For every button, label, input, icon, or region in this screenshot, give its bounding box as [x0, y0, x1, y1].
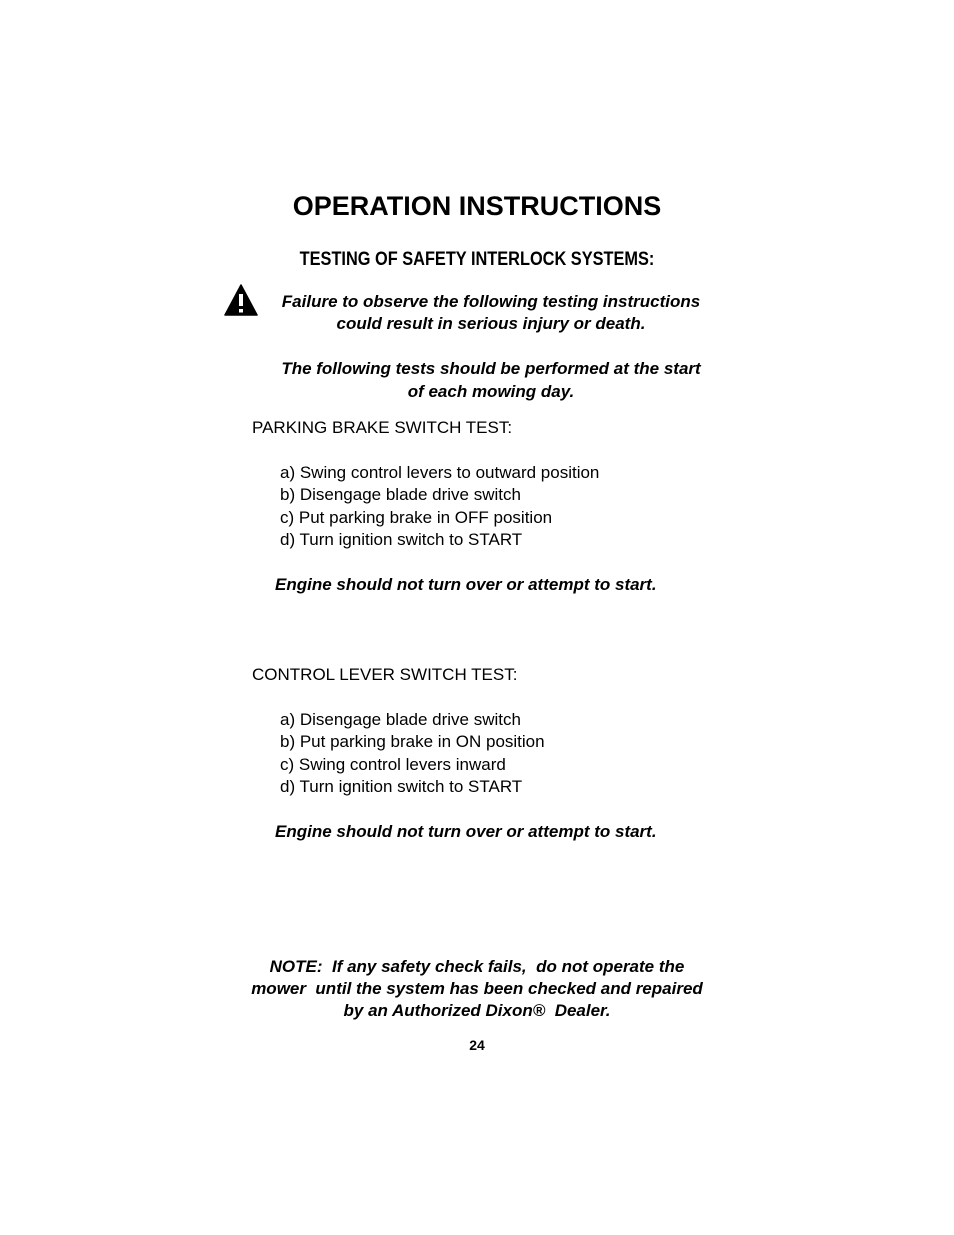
control-lever-test-heading: CONTROL LEVER SWITCH TEST: — [252, 665, 518, 684]
parking-brake-test-heading: PARKING BRAKE SWITCH TEST: — [252, 418, 513, 437]
page-number: 24 — [469, 1037, 485, 1053]
warning-line-2: could result in serious injury or death. — [336, 314, 646, 333]
intro-text — [258, 359, 724, 402]
warning-line-1: Failure to observe the following testing instructions — [281, 292, 701, 311]
list-item: c) Put parking brake in OFF position — [280, 508, 553, 527]
list-item: c) Swing control levers inward — [280, 755, 506, 774]
note-text — [220, 957, 734, 1021]
list-item: a) Swing control levers to outward position — [280, 463, 600, 482]
list-item: d) Turn ignition switch to START — [280, 530, 523, 549]
warning-text — [258, 292, 724, 334]
section-subtitle: TESTING OF SAFETY INTERLOCK SYSTEMS: — [299, 249, 655, 270]
list-item: b) Disengage blade drive switch — [280, 485, 521, 504]
warning-triangle-icon — [224, 284, 258, 316]
list-item: a) Disengage blade drive switch — [280, 710, 521, 729]
note-line-3: by an Authorized Dixon® Dealer. — [343, 1001, 611, 1020]
note-line-1: NOTE: If any safety check fails, do not operate the — [269, 957, 685, 976]
list-item: b) Put parking brake in ON position — [280, 732, 545, 751]
intro-line-2: of each mowing day. — [407, 382, 575, 401]
list-item: d) Turn ignition switch to START — [280, 777, 523, 796]
parking-brake-test-result: Engine should not turn over or attempt to start. — [275, 575, 657, 594]
page-title: OPERATION INSTRUCTIONS — [292, 191, 662, 221]
note-line-2: mower until the system has been checked and repaired — [251, 979, 703, 998]
control-lever-test-result: Engine should not turn over or attempt to start. — [275, 822, 657, 841]
intro-line-1: The following tests should be performed at the start — [281, 359, 701, 378]
